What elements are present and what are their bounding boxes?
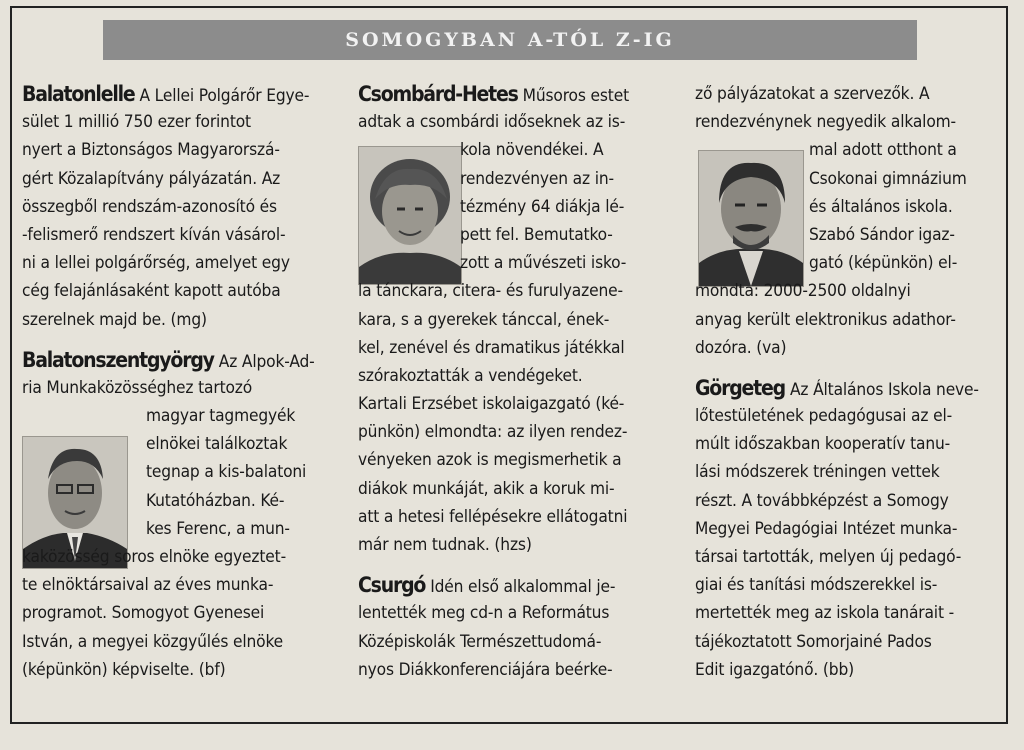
- article-line: Középiskolák Természettudomá-: [358, 631, 602, 652]
- article-line: programot. Somogyot Gyenesei: [22, 603, 265, 624]
- article-csurgo-continued: [695, 80, 1005, 362]
- article-line: lentették meg cd-n a Református: [358, 603, 610, 624]
- article-csurgo: [358, 571, 668, 684]
- article-line: kel, zenével és dramatikus játékkal: [358, 337, 625, 358]
- article-line: Kutatóházban. Ké-: [146, 490, 285, 511]
- article-line: ria Munkaközösséghez tartozó: [22, 377, 253, 398]
- article-line: ző pályázatokat a szervezők. A: [695, 84, 930, 104]
- article-heading: Görgeteg: [695, 375, 785, 400]
- article-line: gért Közalapítvány pályázatán. Az: [22, 168, 281, 189]
- article-heading: Csombárd-Hetes: [358, 82, 518, 106]
- section-banner: [103, 20, 917, 60]
- article-line: zott a művészeti isko-: [460, 253, 627, 274]
- article-line: összegből rendszám-azonosító és: [22, 196, 277, 217]
- article-line: mal adott otthont a: [809, 140, 957, 161]
- article-gorgeteg: [695, 374, 1005, 684]
- article-line: Megyei Pedagógiai Intézet munka-: [695, 518, 958, 539]
- article-line: sület 1 millió 750 ezer forintot: [22, 112, 251, 133]
- article-line: pett fel. Bemutatko-: [460, 224, 613, 245]
- article-line: társai tartották, melyen új pedagó-: [695, 547, 962, 567]
- article-line: cég felajánlásaként kapott autóba: [22, 281, 281, 302]
- article-line: és általános iskola.: [809, 196, 953, 217]
- article-line: giai és tanítási módszerekkel is-: [695, 575, 938, 596]
- article-line: adtak a csombárdi időseknek az is-: [358, 112, 626, 133]
- banner-title: SOMOGYBAN A-TÓL Z-IG: [345, 29, 675, 51]
- column-3: [695, 80, 1005, 684]
- article-line: István, a megyei közgyűlés elnöke: [22, 631, 284, 652]
- article-line: diákok munkáját, akik a koruk mi-: [358, 478, 615, 499]
- article-line: kola növendékei. A: [460, 140, 604, 161]
- article-line: kaközösség soros elnöke egyeztet-: [22, 547, 286, 567]
- article-line: Csokonai gimnázium: [809, 168, 967, 189]
- article-line: pünkön) elmondta: az ilyen rendez-: [358, 422, 628, 443]
- article-line: tézmény 64 diákja lé-: [460, 196, 625, 217]
- article-line: nyos Diákkonferenciájára beérke-: [358, 659, 613, 680]
- article-line: Műsoros estet: [522, 86, 629, 106]
- article-line: részt. A továbbképzést a Somogy: [695, 490, 949, 511]
- article-line: kara, s a gyerekek tánccal, ének-: [358, 309, 610, 330]
- article-line: már nem tudnak. (hzs): [358, 535, 532, 555]
- article-line: tájékoztatott Somorjainé Pados: [695, 631, 932, 652]
- article-heading: Csurgó: [358, 573, 426, 598]
- article-line: gató (képünkön) el-: [809, 253, 958, 274]
- article-line: att a hetesi fellépésekre ellátogatni: [358, 506, 628, 527]
- article-line: Idén első alkalommal je-: [430, 577, 616, 598]
- column-1: [22, 80, 337, 684]
- article-line: ni a lellei polgárőrség, amelyet egy: [22, 253, 290, 274]
- article-line: lőtestületének pedagógusai az el-: [695, 406, 953, 427]
- article-line: magyar tagmegyék: [146, 406, 296, 427]
- article-line: szórakoztatták a vendégeket.: [358, 365, 583, 386]
- article-line: Szabó Sándor igaz-: [809, 224, 955, 245]
- article-line: elnökei találkoztak: [146, 434, 288, 455]
- article-line: mondta: 2000-2500 oldalnyi: [695, 281, 911, 302]
- article-line: rendezvényen az in-: [460, 168, 614, 189]
- article-line: te elnöktársaival az éves munka-: [22, 575, 274, 596]
- article-heading: Balatonlelle: [22, 82, 135, 106]
- article-line: nyert a Biztonságos Magyarorszá-: [22, 140, 280, 161]
- article-line: -felismerő rendszert kíván vásárol-: [22, 224, 286, 245]
- article-line: A Lellei Polgárőr Egye-: [139, 86, 310, 106]
- article-line: Az Általános Iskola neve-: [789, 379, 979, 400]
- article-line: vényeken azok is megismerhetik a: [358, 450, 622, 471]
- article-line: anyag került elektronikus adathor-: [695, 309, 956, 330]
- article-line: szerelnek majd be. (mg): [22, 309, 207, 330]
- article-line: dozóra. (va): [695, 337, 787, 358]
- article-line: Edit igazgatónő. (bb): [695, 659, 855, 680]
- article-csombard-hetes: [358, 80, 668, 559]
- article-line: rendezvénynek negyedik alkalom-: [695, 112, 956, 133]
- article-line: kes Ferenc, a mun-: [146, 518, 290, 539]
- article-balatonlelle: [22, 80, 337, 334]
- article-balatonszentgyorgy: [22, 346, 337, 684]
- article-line: lási módszerek tréningen vettek: [695, 462, 940, 483]
- article-line: la tánckara, citera- és furulyazene-: [358, 281, 623, 302]
- article-heading: Balatonszentgyörgy: [22, 347, 214, 372]
- article-line: (képünkön) képviselte. (bf): [22, 659, 226, 680]
- article-line: Az Alpok-Ad-: [218, 351, 315, 372]
- article-line: mertették meg az iskola tanárait -: [695, 603, 955, 624]
- article-line: tegnap a kis-balatoni: [146, 462, 307, 483]
- article-line: múlt időszakban kooperatív tanu-: [695, 434, 951, 455]
- article-line: Kartali Erzsébet iskolaigazgató (ké-: [358, 394, 625, 415]
- column-2: [358, 80, 668, 684]
